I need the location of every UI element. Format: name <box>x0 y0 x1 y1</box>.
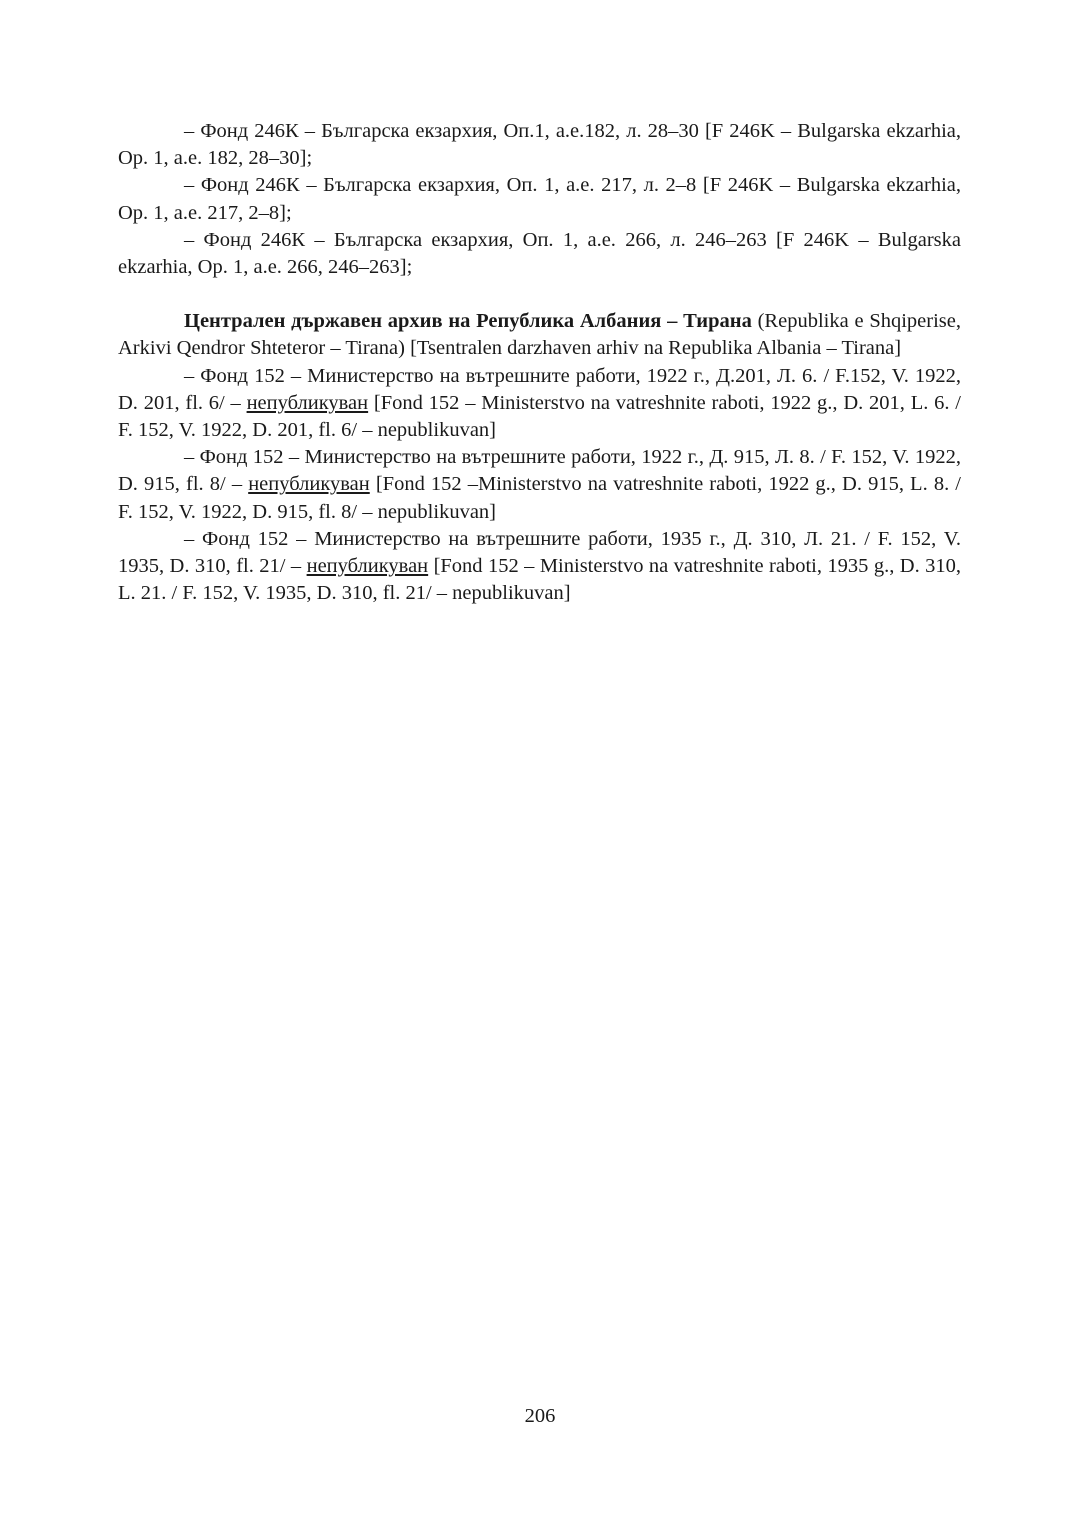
archive-heading-subtitle: (Republika e Shqiperise, Arkivi Qendror Shteteror – Tirana) [Tsentralen darzhaven arhiv na Republika Albania – Tirana] <box>118 310 961 360</box>
entry-text: – Фонд 152 – Министерство на вътрешните работи, 1922 г., Д. 915, Л. 8. / F. 152, V. 1922, D. 915, fl. 8/ – <box>118 446 961 496</box>
source-entry-albania-2 <box>118 444 961 526</box>
archive-heading <box>118 308 961 362</box>
page-number: 206 <box>524 1405 556 1427</box>
source-entry-bulgarian-2: – Фонд 246К – Българска екзархия, Оп. 1, а.е. 217, л. 2–8 [F 246K – Bulgarska ekzarhia, Op. 1, a.e. 217, 2–8]; <box>118 174 961 224</box>
source-entry-bulgarian-1: – Фонд 246К – Българска екзархия, Оп.1, а.е.182, л. 28–30 [F 246K – Bulgarska ekzarhia, Op. 1, a.e. 182, 28–30]; <box>118 120 961 170</box>
unpublished-label: непубликуван <box>248 473 370 496</box>
entry-text: – Фонд 152 – Министерство на вътрешните работи, 1922 г., Д.201, Л. 6. / F.152, V. 1922, D. 201, fl. 6/ – <box>118 364 961 414</box>
source-entry-bulgarian-3: – Фонд 246К – Българска екзархия, Оп. 1, а.е. 266, л. 246–263 [F 246K – Bulgarska ekzarhia, Op. 1, a.e. 266, 246–263]; <box>118 228 961 279</box>
source-entry-albania-3 <box>118 526 961 608</box>
entry-transliteration: [Fond 152 –Ministerstvo na vatreshnite raboti, 1922 g., D. 915, L. 8. / F. 152, V. 1922, D. 915, fl. 8/ – nepublikuvan] <box>118 473 961 523</box>
unpublished-label: непубликуван <box>306 555 429 578</box>
archive-heading-title: Централен държавен архив на Република Албания – Тирана <box>184 310 752 333</box>
entry-transliteration: [Fond 152 – Ministerstvo na vatreshnite raboti, 1922 g., D. 201, L. 6. / F. 152, V. 1922, D. 201, fl. 6/ – nepublikuvan] <box>118 391 961 442</box>
entry-transliteration: [Fond 152 – Ministerstvo na vatreshnite raboti, 1935 g., D. 310, L. 21. / F. 152, V. 1935, D. 310, fl. 21/ – nepublikuvan] <box>118 555 961 605</box>
unpublished-label: непубликуван <box>246 391 369 414</box>
entry-text: – Фонд 152 – Министерство на вътрешните работи, 1935 г., Д. 310, Л. 21. / F. 152, V. 1935, D. 310, fl. 21/ – <box>118 527 961 578</box>
document-body <box>118 118 961 607</box>
source-entry-albania-1 <box>118 363 961 445</box>
